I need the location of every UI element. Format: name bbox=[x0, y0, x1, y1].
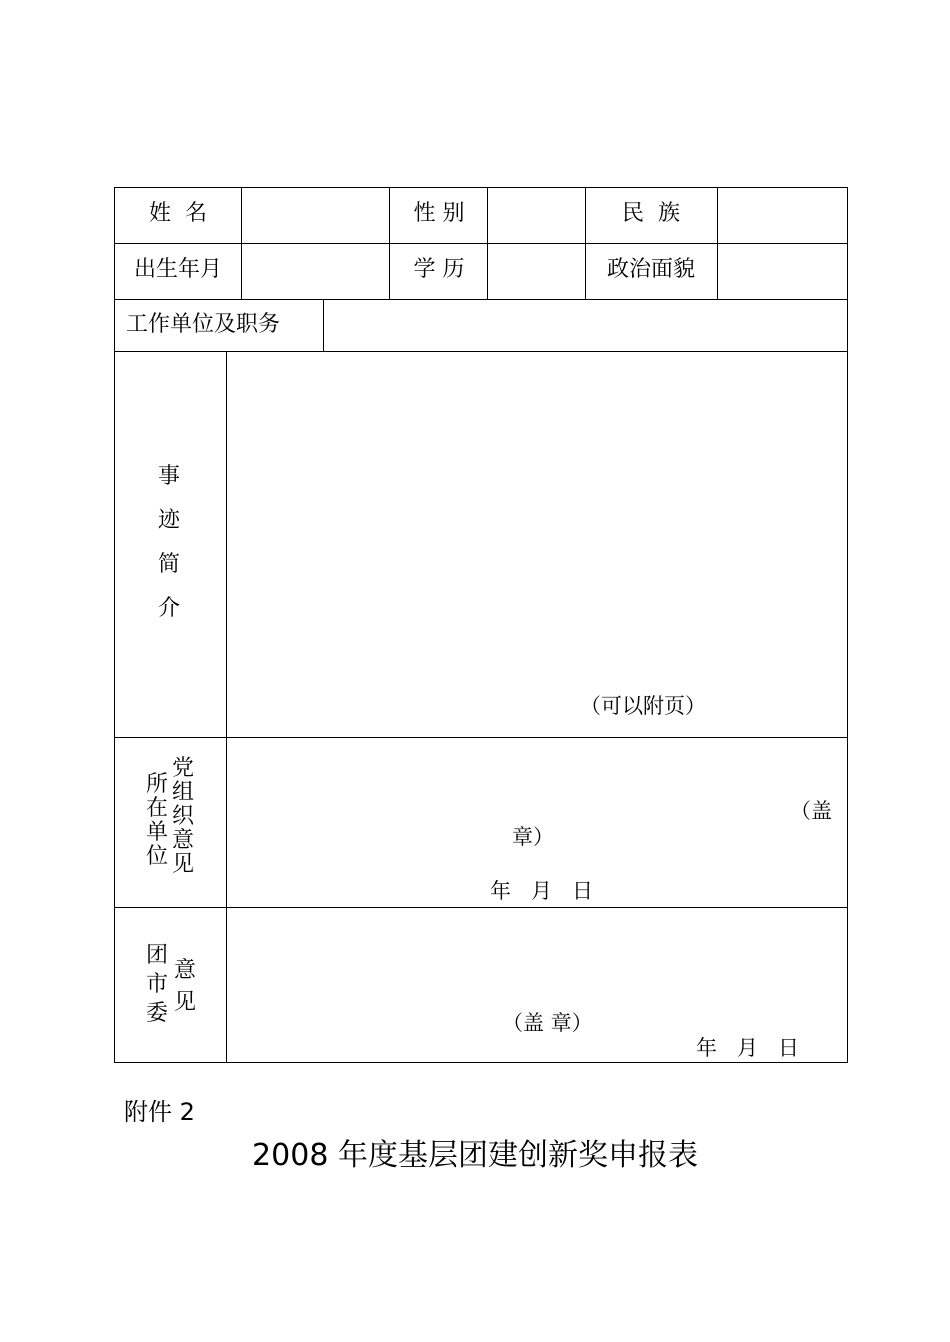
league-label-char: 团 bbox=[145, 943, 168, 968]
league-label-char: 意 bbox=[173, 958, 196, 983]
table-border-top bbox=[114, 187, 848, 188]
party-label-char: 单 bbox=[145, 820, 168, 845]
name-field[interactable] bbox=[243, 189, 387, 241]
league-date: 年 月 日 bbox=[696, 1036, 800, 1060]
table-col-divider bbox=[241, 187, 242, 299]
name-label: 姓 名 bbox=[149, 201, 207, 226]
workplace-label: 工作单位及职务 bbox=[126, 312, 281, 337]
birth-date-label: 出生年月 bbox=[133, 257, 223, 282]
workplace-field[interactable] bbox=[325, 301, 845, 349]
document-title: 2008 年度基层团建创新奖申报表 bbox=[252, 1138, 698, 1173]
education-label: 学 历 bbox=[413, 257, 465, 282]
party-label-char: 织 bbox=[171, 804, 194, 829]
party-label-char: 组 bbox=[171, 780, 194, 805]
party-label-char: 位 bbox=[145, 844, 168, 869]
education-field[interactable] bbox=[489, 245, 583, 297]
table-row-divider bbox=[114, 737, 848, 738]
party-date: 年 月 日 bbox=[490, 879, 594, 903]
deeds-label-char: 介 bbox=[157, 596, 180, 621]
table-col-divider bbox=[487, 187, 488, 299]
party-seal-text: （盖 bbox=[790, 799, 832, 823]
table-col-divider bbox=[389, 187, 390, 299]
deeds-label-char: 简 bbox=[157, 552, 180, 577]
table-col-divider bbox=[585, 187, 586, 299]
deeds-label-char: 迹 bbox=[157, 508, 180, 533]
attach-pages-note: （可以附页） bbox=[580, 694, 706, 718]
party-label-char: 党 bbox=[171, 756, 194, 781]
table-col-divider bbox=[226, 351, 227, 1063]
league-opinion-label bbox=[144, 935, 204, 1035]
table-row-divider bbox=[114, 243, 848, 244]
table-border-right bbox=[847, 187, 848, 1063]
league-label-char: 见 bbox=[173, 990, 196, 1015]
party-label-char: 见 bbox=[171, 852, 194, 877]
gender-label: 性 别 bbox=[413, 201, 465, 226]
league-seal-text: （盖 章） bbox=[502, 1011, 593, 1035]
table-border-left bbox=[114, 187, 115, 1063]
political-status-label: 政治面貌 bbox=[606, 257, 696, 282]
league-label-char: 市 bbox=[145, 972, 168, 997]
table-row-divider bbox=[114, 907, 848, 908]
deeds-field[interactable] bbox=[228, 353, 845, 735]
party-label-char: 在 bbox=[145, 796, 168, 821]
party-opinion-label bbox=[144, 757, 204, 887]
deeds-label bbox=[156, 455, 182, 631]
deeds-label-char: 事 bbox=[157, 464, 180, 489]
table-row-divider bbox=[114, 299, 848, 300]
birth-date-field[interactable] bbox=[243, 245, 387, 297]
party-label-char: 所 bbox=[145, 772, 168, 797]
party-label-char: 意 bbox=[171, 828, 194, 853]
application-form-table bbox=[114, 187, 848, 1063]
table-row-divider bbox=[114, 351, 848, 352]
political-status-field[interactable] bbox=[719, 245, 845, 297]
ethnicity-label: 民 族 bbox=[622, 201, 680, 226]
ethnicity-field[interactable] bbox=[719, 189, 845, 241]
table-col-divider bbox=[323, 299, 324, 351]
gender-field[interactable] bbox=[489, 189, 583, 241]
table-col-divider bbox=[717, 187, 718, 299]
party-seal-text: 章） bbox=[512, 825, 554, 849]
table-border-bottom bbox=[114, 1062, 848, 1063]
league-label-char: 委 bbox=[145, 1001, 168, 1026]
attachment-label: 附件 2 bbox=[124, 1098, 195, 1126]
